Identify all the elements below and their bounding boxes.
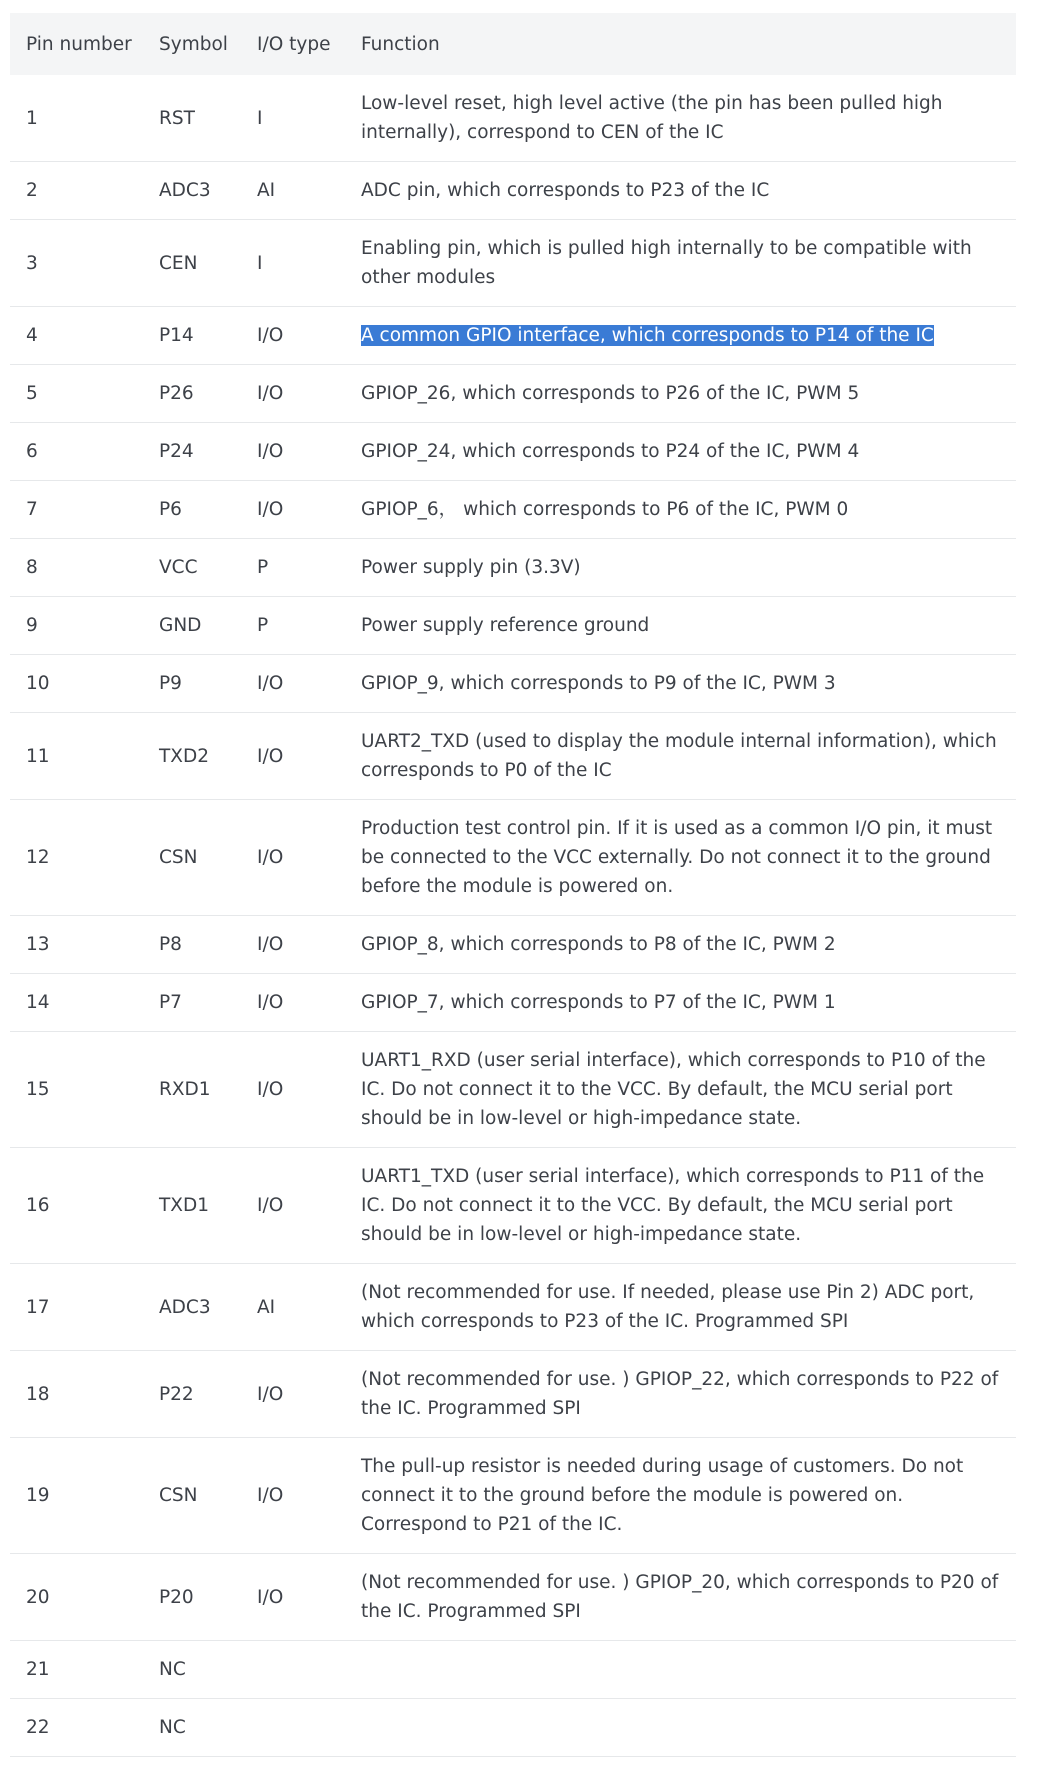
function-cell: Production test control pin. If it is used as a common I/O pin, it must be connected to the VCC externally. Do not connect it to the ground before the module is powered on. bbox=[345, 800, 1016, 916]
function-cell: GPIOP_8, which corresponds to P8 of the IC, PWM 2 bbox=[345, 916, 1016, 974]
table-row bbox=[10, 220, 1016, 307]
table-row bbox=[10, 597, 1016, 655]
function-cell: GPIOP_6， which corresponds to P6 of the IC, PWM 0 bbox=[345, 481, 1016, 539]
io-type-cell: I/O bbox=[241, 1148, 345, 1264]
table-row bbox=[10, 800, 1016, 916]
symbol-cell: CSN bbox=[143, 1438, 241, 1554]
symbol-cell: P8 bbox=[143, 916, 241, 974]
header-function: Function bbox=[345, 13, 1016, 75]
function-cell: Enabling pin, which is pulled high internally to be compatible with other modules bbox=[345, 220, 1016, 307]
pin-number-cell: 3 bbox=[10, 220, 143, 307]
io-type-cell bbox=[241, 1699, 345, 1757]
io-type-cell: P bbox=[241, 597, 345, 655]
function-cell bbox=[345, 1699, 1016, 1757]
function-cell: Power supply reference ground bbox=[345, 597, 1016, 655]
table-body bbox=[10, 75, 1016, 1757]
table-row bbox=[10, 1351, 1016, 1438]
io-type-cell: P bbox=[241, 539, 345, 597]
header-pin-number: Pin number bbox=[10, 13, 143, 75]
pin-number-cell: 22 bbox=[10, 1699, 143, 1757]
symbol-cell: P24 bbox=[143, 423, 241, 481]
io-type-cell: I/O bbox=[241, 1438, 345, 1554]
symbol-cell: VCC bbox=[143, 539, 241, 597]
pin-number-cell: 17 bbox=[10, 1264, 143, 1351]
symbol-cell: P26 bbox=[143, 365, 241, 423]
pin-number-cell: 13 bbox=[10, 916, 143, 974]
table-row bbox=[10, 1641, 1016, 1699]
symbol-cell: P22 bbox=[143, 1351, 241, 1438]
table-row bbox=[10, 539, 1016, 597]
function-cell: GPIOP_24, which corresponds to P24 of the IC, PWM 4 bbox=[345, 423, 1016, 481]
symbol-cell: CSN bbox=[143, 800, 241, 916]
io-type-cell: I/O bbox=[241, 1032, 345, 1148]
symbol-cell: ADC3 bbox=[143, 162, 241, 220]
io-type-cell: I/O bbox=[241, 655, 345, 713]
symbol-cell: RST bbox=[143, 75, 241, 162]
pin-number-cell: 16 bbox=[10, 1148, 143, 1264]
pin-number-cell: 15 bbox=[10, 1032, 143, 1148]
table-row bbox=[10, 713, 1016, 800]
symbol-cell: P6 bbox=[143, 481, 241, 539]
io-type-cell: I/O bbox=[241, 423, 345, 481]
pin-definition-table bbox=[10, 13, 1016, 1757]
table-row bbox=[10, 1264, 1016, 1351]
io-type-cell bbox=[241, 1641, 345, 1699]
pin-number-cell: 5 bbox=[10, 365, 143, 423]
symbol-cell: P20 bbox=[143, 1554, 241, 1641]
pin-number-cell: 14 bbox=[10, 974, 143, 1032]
table-row bbox=[10, 1438, 1016, 1554]
function-cell: The pull-up resistor is needed during usage of customers. Do not connect it to the ground before the module is powered on. Correspond to P21 of the IC. bbox=[345, 1438, 1016, 1554]
function-cell: UART1_TXD (user serial interface), which corresponds to P11 of the IC. Do not connect it to the VCC. By default, the MCU serial port should be in low-level or high-impedance state. bbox=[345, 1148, 1016, 1264]
pin-number-cell: 8 bbox=[10, 539, 143, 597]
pin-number-cell: 12 bbox=[10, 800, 143, 916]
io-type-cell: AI bbox=[241, 162, 345, 220]
symbol-cell: P14 bbox=[143, 307, 241, 365]
table-row bbox=[10, 1554, 1016, 1641]
io-type-cell: I/O bbox=[241, 713, 345, 800]
io-type-cell: I bbox=[241, 75, 345, 162]
function-cell: GPIOP_7, which corresponds to P7 of the IC, PWM 1 bbox=[345, 974, 1016, 1032]
symbol-cell: TXD2 bbox=[143, 713, 241, 800]
table-row bbox=[10, 423, 1016, 481]
table-row bbox=[10, 307, 1016, 365]
table-row bbox=[10, 1148, 1016, 1264]
symbol-cell: NC bbox=[143, 1699, 241, 1757]
io-type-cell: I/O bbox=[241, 916, 345, 974]
symbol-cell: GND bbox=[143, 597, 241, 655]
symbol-cell: RXD1 bbox=[143, 1032, 241, 1148]
function-cell: UART1_RXD (user serial interface), which corresponds to P10 of the IC. Do not connect it to the VCC. By default, the MCU serial port should be in low-level or high-impedance state. bbox=[345, 1032, 1016, 1148]
io-type-cell: I/O bbox=[241, 307, 345, 365]
header-io-type: I/O type bbox=[241, 13, 345, 75]
io-type-cell: AI bbox=[241, 1264, 345, 1351]
header-symbol: Symbol bbox=[143, 13, 241, 75]
io-type-cell: I/O bbox=[241, 1351, 345, 1438]
function-cell: (Not recommended for use. If needed, please use Pin 2) ADC port, which corresponds to P23 of the IC. Programmed SPI bbox=[345, 1264, 1016, 1351]
pin-number-cell: 2 bbox=[10, 162, 143, 220]
symbol-cell: P7 bbox=[143, 974, 241, 1032]
io-type-cell: I/O bbox=[241, 1554, 345, 1641]
function-cell: Power supply pin (3.3V) bbox=[345, 539, 1016, 597]
io-type-cell: I/O bbox=[241, 481, 345, 539]
pin-number-cell: 1 bbox=[10, 75, 143, 162]
io-type-cell: I bbox=[241, 220, 345, 307]
pin-number-cell: 21 bbox=[10, 1641, 143, 1699]
pin-number-cell: 9 bbox=[10, 597, 143, 655]
function-cell: ADC pin, which corresponds to P23 of the IC bbox=[345, 162, 1016, 220]
table-row bbox=[10, 162, 1016, 220]
symbol-cell: P9 bbox=[143, 655, 241, 713]
function-cell: (Not recommended for use. ) GPIOP_20, which corresponds to P20 of the IC. Programmed SPI bbox=[345, 1554, 1016, 1641]
symbol-cell: TXD1 bbox=[143, 1148, 241, 1264]
pin-number-cell: 10 bbox=[10, 655, 143, 713]
pin-number-cell: 20 bbox=[10, 1554, 143, 1641]
table-row bbox=[10, 481, 1016, 539]
symbol-cell: CEN bbox=[143, 220, 241, 307]
function-cell: GPIOP_26, which corresponds to P26 of the IC, PWM 5 bbox=[345, 365, 1016, 423]
function-cell: Low-level reset, high level active (the pin has been pulled high internally), correspond to CEN of the IC bbox=[345, 75, 1016, 162]
table-row bbox=[10, 365, 1016, 423]
selected-text-highlight[interactable]: A common GPIO interface, which corresponds to P14 of the IC bbox=[361, 325, 934, 346]
symbol-cell: ADC3 bbox=[143, 1264, 241, 1351]
pin-number-cell: 6 bbox=[10, 423, 143, 481]
symbol-cell: NC bbox=[143, 1641, 241, 1699]
table-header bbox=[10, 13, 1016, 75]
pin-number-cell: 18 bbox=[10, 1351, 143, 1438]
function-cell: (Not recommended for use. ) GPIOP_22, which corresponds to P22 of the IC. Programmed SPI bbox=[345, 1351, 1016, 1438]
pin-number-cell: 19 bbox=[10, 1438, 143, 1554]
function-cell bbox=[345, 1641, 1016, 1699]
table-row bbox=[10, 75, 1016, 162]
table-row bbox=[10, 916, 1016, 974]
table-row bbox=[10, 974, 1016, 1032]
table-row bbox=[10, 1699, 1016, 1757]
io-type-cell: I/O bbox=[241, 800, 345, 916]
pin-number-cell: 11 bbox=[10, 713, 143, 800]
io-type-cell: I/O bbox=[241, 974, 345, 1032]
table-row bbox=[10, 1032, 1016, 1148]
table-row bbox=[10, 655, 1016, 713]
pin-number-cell: 4 bbox=[10, 307, 143, 365]
header-row bbox=[10, 13, 1016, 75]
function-cell: GPIOP_9, which corresponds to P9 of the IC, PWM 3 bbox=[345, 655, 1016, 713]
io-type-cell: I/O bbox=[241, 365, 345, 423]
function-cell: UART2_TXD (used to display the module internal information), which corresponds to P0 of the IC bbox=[345, 713, 1016, 800]
pin-number-cell: 7 bbox=[10, 481, 143, 539]
function-cell bbox=[345, 307, 1016, 365]
